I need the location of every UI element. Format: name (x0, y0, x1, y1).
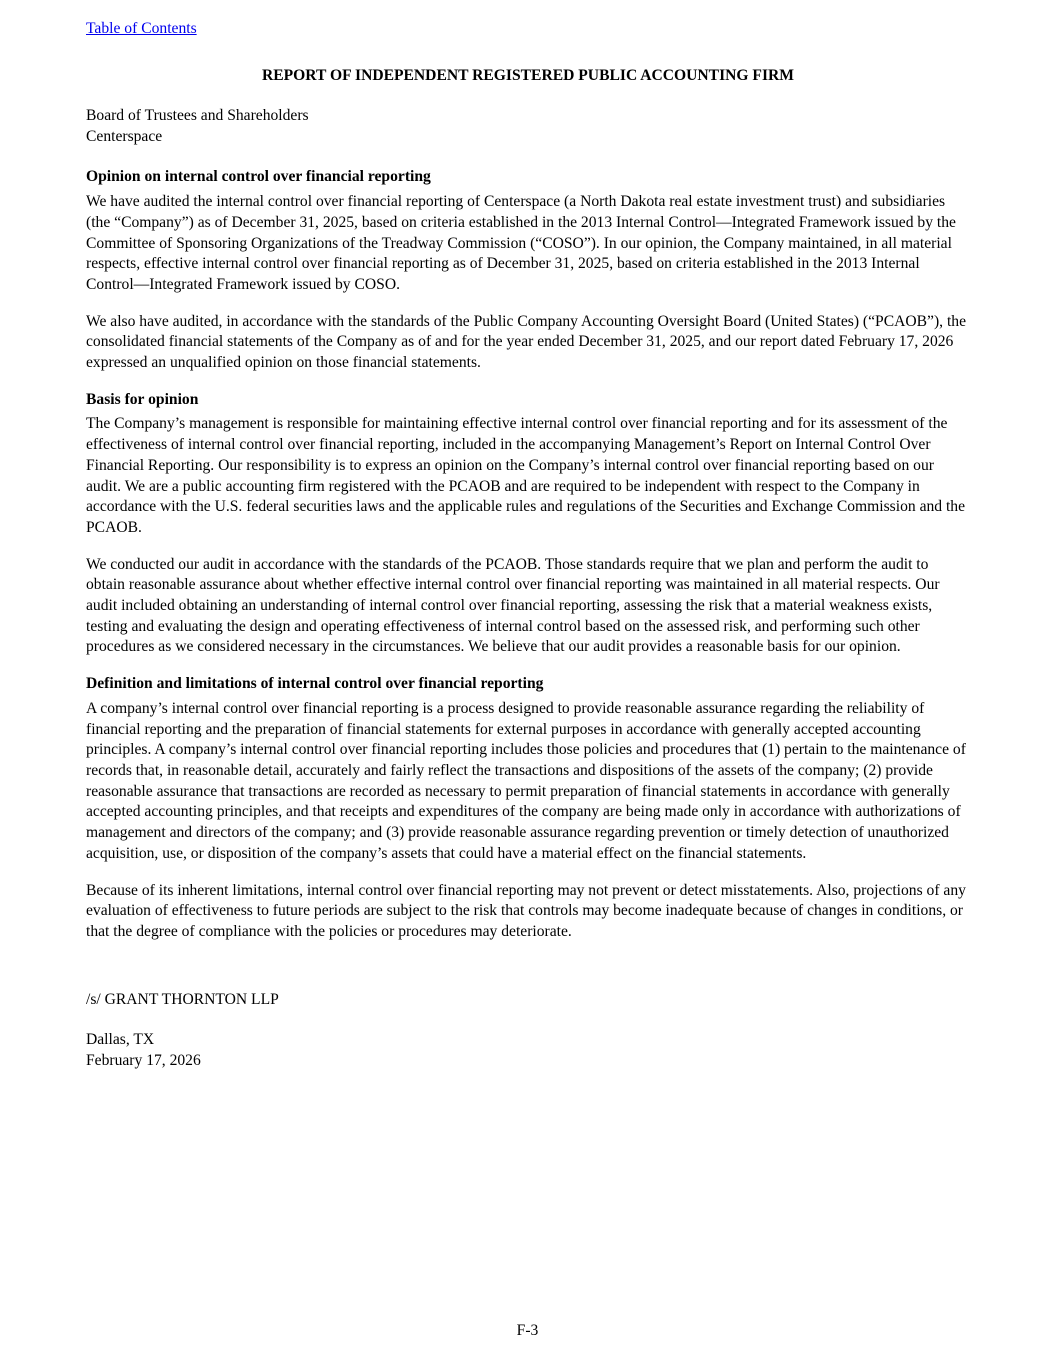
basis-paragraph-1: The Company’s management is responsible for maintaining effective internal control over financial reporting and for its assessment of the effectiveness of internal control over financial reporting, included in the accompanying Management’s Report on Internal Control Over Financial Reporting. Our responsibility is to express an opinion on the Company’s internal control over financial reporting based on our audit. We are a public accounting firm registered with the PCAOB and are required to be independent with respect to the Company in accordance with the U.S. federal securities laws and the applicable rules and regulations of the Securities and Exchange Commission and the PCAOB. (86, 415, 966, 536)
signoff-city: Dallas, TX (86, 1031, 155, 1049)
page-number: F-3 (516, 1322, 539, 1339)
addressee-block (86, 106, 970, 147)
addressee-line-1: Board of Trustees and Shareholders (86, 107, 309, 124)
basis-paragraph-2: We conducted our audit in accordance with the standards of the PCAOB. Those standards require that we plan and perform the audit to obtain reasonable assurance about whether effective internal control over financial reporting was maintained in all material respects. Our audit included obtaining an understanding of internal control over financial reporting, assessing the risk that a material weakness exists, testing and evaluating the design and operating effectiveness of internal control based on the assessed risk, and performing such other procedures as we considered necessary in the circumstances. We believe that our audit provides a reasonable basis for our opinion. (86, 555, 940, 656)
table-of-contents-link[interactable]: Table of Contents (86, 20, 197, 37)
document-page (86, 18, 970, 1072)
opinion-heading: Opinion on internal control over financial reporting (86, 168, 431, 186)
definition-paragraph-1: A company’s internal control over financial reporting is a process designed to provide reasonable assurance regarding the reliability of financial reporting and the preparation of financial statements for external purposes in accordance with generally accepted accounting principles. A company’s internal control over financial reporting includes those policies and procedures that (1) pertain to the maintenance of records that, in reasonable detail, accurately and fairly reflect the transactions and dispositions of the assets of the company; (2) provide reasonable assurance that transactions are recorded as necessary to permit preparation of financial statements in accordance with generally accepted accounting principles, and that receipts and expenditures of the company are being made only in accordance with authorizations of management and directors of the company; and (3) provide reasonable assurance regarding prevention or timely detection of unauthorized acquisition, use, or disposition of the company’s assets that could have a material effect on the financial statements. (86, 699, 966, 862)
signoff-location-date (86, 1030, 970, 1071)
addressee-line-2: Centerspace (86, 127, 163, 145)
signoff-date: February 17, 2026 (86, 1052, 201, 1070)
report-title: REPORT OF INDEPENDENT REGISTERED PUBLIC ACCOUNTING FIRM (261, 67, 795, 84)
opinion-paragraph-1: We have audited the internal control over financial reporting of Centerspace (a North Dakota real estate investment trust) and subsidiaries (the “Company”) as of December 31, 2025, based on criteria established in the 2013 Internal Control—Integrated Framework issued by the Committee of Sponsoring Organizations of the Treadway Commission (“COSO”). In our opinion, the Company maintained, in all material respects, effective internal control over financial reporting as of December 31, 2025, based on criteria established in the 2013 Internal Control—Integrated Framework issued by COSO. (86, 193, 956, 293)
opinion-paragraph-2: We also have audited, in accordance with the standards of the Public Company Accounting Oversight Board (United States) (“PCAOB”), the consolidated financial statements of the Company as of and for the year ended December 31, 2025, and our report dated February 17, 2026 expressed an unqualified opinion on those financial statements. (86, 312, 967, 372)
definition-heading: Definition and limitations of internal control over financial reporting (86, 675, 544, 693)
basis-heading: Basis for opinion (86, 390, 199, 408)
auditor-signature: /s/ GRANT THORNTON LLP (86, 990, 279, 1008)
definition-paragraph-2: Because of its inherent limitations, internal control over financial reporting may not prevent or detect misstatements. Also, projections of any evaluation of effectiveness to future periods are subject to the risk that controls may become inadequate because of changes in conditions, or that the degree of compliance with the policies or procedures may deteriorate. (86, 881, 966, 940)
